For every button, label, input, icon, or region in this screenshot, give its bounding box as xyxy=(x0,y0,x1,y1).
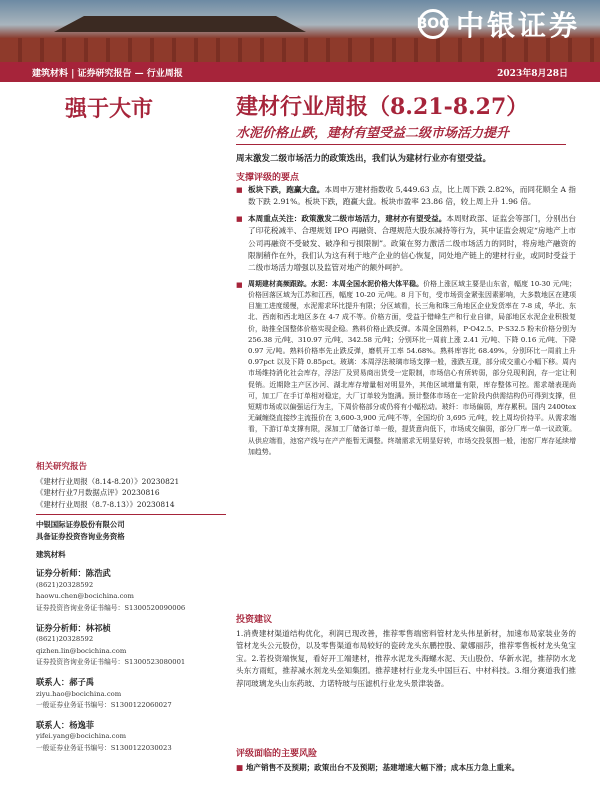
report-category: 建筑材料 | 证券研究报告 — 行业周报 xyxy=(32,68,183,79)
bullet-head: 周期建材高频跟踪。水泥：本周全国水泥价格大体平稳。 xyxy=(248,279,424,288)
sidebar-divider xyxy=(36,514,226,515)
list-item xyxy=(236,184,576,209)
related-report-link[interactable]: 《建材行业7月数据点评》20230816 xyxy=(36,488,160,498)
analyst-phone: (8621)20328592 xyxy=(36,635,94,644)
report-subtitle: 水泥价格止跌，建材有望受益二级市场活力提升 xyxy=(236,126,510,141)
list-item xyxy=(236,213,576,275)
sector-name: 建筑材料 xyxy=(36,549,66,559)
bullet-icon: ■ xyxy=(236,214,243,223)
analyst-name: 证券分析师：林祁桢 xyxy=(36,622,111,633)
sidebar xyxy=(36,462,226,754)
analyst-block xyxy=(36,677,226,712)
section-heading-points: 支撑评级的要点 xyxy=(236,173,300,183)
logo-mark-icon: BOC xyxy=(418,9,448,39)
risk-text xyxy=(236,762,576,774)
analyst-email[interactable]: ziyu.hao@bocichina.com xyxy=(36,689,122,698)
bullet-icon: ■ xyxy=(236,186,243,194)
palace-roof-image xyxy=(30,12,330,32)
license-text: 具备证券投资咨询业务资格 xyxy=(36,531,125,541)
analyst-name: 联系人：杨逸菲 xyxy=(36,719,95,730)
logo-text: 中银证券 xyxy=(455,9,580,42)
risk-content: 地产销售不及预期；政策出台不及预期；基建增速大幅下滑；成本压力急上重来。 xyxy=(245,763,520,772)
analyst-email[interactable]: yifei.yang@bocichina.com xyxy=(36,732,127,741)
related-report-link[interactable]: 《建材行业周报（8.14-8.20）》20230821 xyxy=(36,476,180,486)
bullet-icon: ■ xyxy=(236,280,243,289)
analyst-email[interactable]: haowu.chen@bocichina.com xyxy=(36,592,134,601)
section-heading-advice: 投资建议 xyxy=(236,615,273,625)
company-name: 中银国际证券股份有限公司 xyxy=(36,520,125,530)
report-date: 2023年8月28日 xyxy=(497,68,568,79)
report-type-bar xyxy=(0,62,600,82)
bullet-text: 本周财政部、证监会等部门，分别出台了印花税减半、合理规划 IPO 再融资、合理规范大股东减持等行为，其中证监会规定“房地产上市公司再融资不受破发、破净和亏损限制”。政策在努力激活二级市场活力的同时，将房地产融资的限制稍作在外，我们认为这有利于地产企业的信心恢复，同处地产链上的建材行业，或同时受益于二级市场活力增强以及监管对地产的额外呵护。 xyxy=(248,213,576,273)
rating-label: 强于大市 xyxy=(65,96,154,122)
analyst-cert: 一般证券业务证书编号：S1300122030023 xyxy=(36,743,172,752)
header-banner xyxy=(0,0,600,62)
section-heading-risk: 评级面临的主要风险 xyxy=(236,749,318,759)
bullet-text: 价格上涨区域主要是山东省，幅度 10-30 元/吨；价格回落区域为江苏和江西，幅度 10-20 元/吨。8 月下旬，受市场资金紧张因素影响，大多数地区在建项目施工进度缓慢，水泥需求环比提升有限；分区域看，长三角和珠三角地区企业发货率在 7-8 成，华北、东北、西南和西北地区多在 4-7 成不等。价格方面，受益于错峰生产和行业自律，局部地区水泥企业积极复价，助推全国整体价格实现企稳。熟料价格止跌反弹。本周全国熟料，P·O42.5、P·S32.5 粉末价格分别为 256.38 元/吨、310.97 元/吨、342.58 元/吨；分别环比一周前上涨 2.41 元/吨、下降 0.16 元/吨、下降 0.97 元/吨。熟料价格率先止跌反弹，磨机开工率 54.68%。熟料库容比 68.49%，分别环比一周前上升 0.97pct 以及下降 0.85pct。玻璃：本周浮法玻璃市场支撑一般，涨跌互现，部分成交重心小幅下移。周内市场维持消化社会库存，浮法厂及贸易商出货受一定限制，市场信心有所转弱，部分兑现利润，存一定让利促销。近期除主产区沙河、湖北库存增量相对明显外，其他区域增量有限，库存整体可控。需求端表现尚可，加工厂在手订单相对稳定，大厂订单较为饱满。预计整体市场在一定阶段内供需结构仍可得到支撑，但短期市场或以偏强运行为主，下周价格部分或仍将有小幅松动。玻纤：市场偏弱，库存累积。国内 2400tex 无碱缠绕直接纱主流报价在 3,600-3,900 元/吨不等，全国均价 3,695 元/吨，较上周均价持平。从需求端看，下游订单支撑有限，深加工厂储备订单一般，提货意向低下，市场成交偏弱，部分厂库一单一议政策。从供应端看，池窑产线与在产产能暂无调整。终端需求无明显好转，市场交投氛围一般，池窑厂库存延续增加趋势。 xyxy=(248,279,576,456)
bullet-icon: ■ xyxy=(236,763,246,772)
bullet-head: 本周重点关注：政策激发二级市场活力，建材亦有望受益。 xyxy=(248,213,447,223)
boci-logo xyxy=(418,4,580,44)
report-title: 建材行业周报（8.21-8.27） xyxy=(236,94,529,120)
analyst-block xyxy=(36,720,226,755)
points-list xyxy=(236,184,576,462)
analyst-email[interactable]: qizhen.lin@bocichina.com xyxy=(36,646,127,655)
title-divider xyxy=(236,144,566,145)
advice-text: 1.消费建材渠道结构优化，利润已现改善，推荐零售端密料管材龙头伟星新材，加速布局家装业务的管材龙头公元股份，以及零售渠道布局较好的瓷砖龙头东鹏控股、蒙娜丽莎，推荐零售板材龙头兔宝宝。2.若投资端恢复，看好开工端建材，推荐水泥龙头海螺水泥、天山股份、华新水泥，推荐防水龙头东方雨虹，推荐减水剂龙头垒知集团。推荐建材行业龙头中国巨石、中材科技。3.细分赛道我们推荐同玻璃龙头山东药玻、力诺特玻与压滤机行业龙头景津装备。 xyxy=(236,629,576,688)
bullet-head: 板块下跌，跑赢大盘。 xyxy=(248,185,325,194)
list-item xyxy=(236,279,576,458)
analyst-name: 联系人：郝子禹 xyxy=(36,676,95,687)
summary-text: 周末激发二级市场活力的政策迭出，我们认为建材行业亦有望受益。 xyxy=(236,154,492,164)
analyst-block xyxy=(36,568,226,614)
related-reports-heading: 相关研究报告 xyxy=(36,462,88,472)
analyst-cert: 证券投资咨询业务证书编号：S1300523080001 xyxy=(36,658,186,667)
analyst-block xyxy=(36,623,226,669)
analyst-cert: 证券投资咨询业务证书编号：S1300520090006 xyxy=(36,603,186,612)
analyst-name: 证券分析师：陈浩武 xyxy=(36,568,111,579)
bullet-text: 本周申万建材指数收 5,449.63 点，比上周下跌 2.82%，而同花顺全 A 指数下跌 2.91%。板块下跌，跑赢大盘。板块市盈率 23.86 倍，较上周上升 1.96 倍。 xyxy=(248,185,577,207)
analyst-cert: 一般证券业务证书编号：S1300122060027 xyxy=(36,701,172,710)
analyst-phone: (8621)20328592 xyxy=(36,580,94,589)
related-report-link[interactable]: 《建材行业周报（8.7-8.13）》20230814 xyxy=(36,499,175,509)
